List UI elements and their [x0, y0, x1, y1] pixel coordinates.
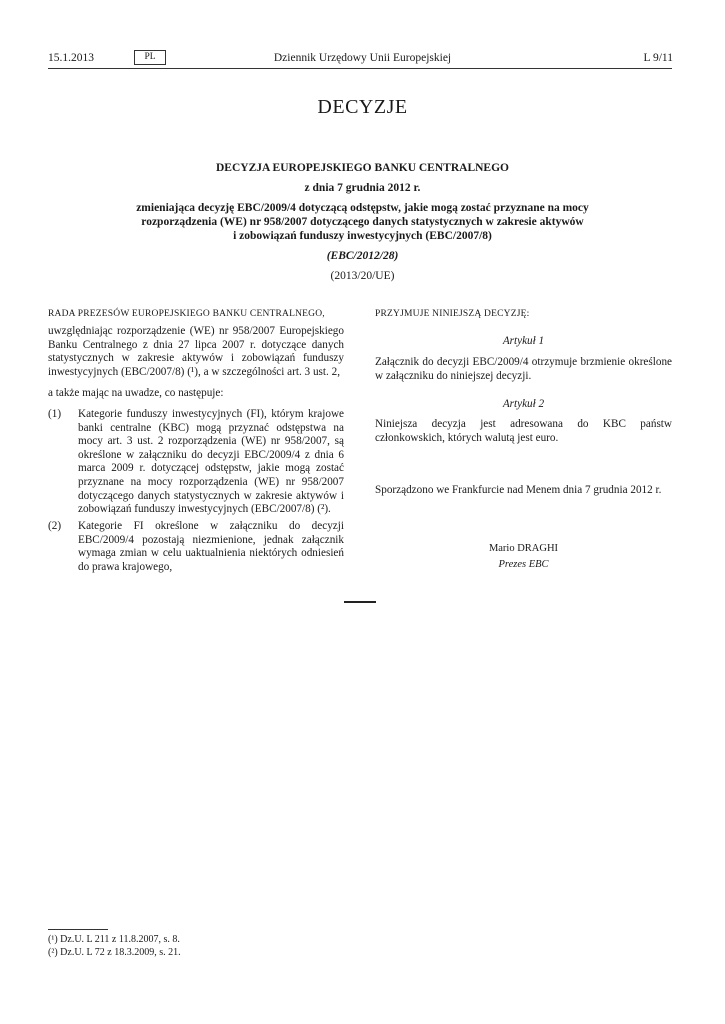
article-1-title: Artykuł 1 [502, 335, 545, 347]
council-heading: RADA PREZESÓW EUROPEJSKIEGO BANKU CENTRALNEGO, [48, 309, 325, 319]
signatory-role: Prezes EBC [498, 559, 549, 570]
having-regard-paragraph: uwzględniając rozporządzenie (WE) nr 958/2007 Europejskiego Banku Centralnego z dnia 27 lipca 2007 r. dotyczące danych statystycznych w zakresie aktywów i zobowiązań funduszy inwestycyjnych (EBC/2007/8) (¹), a w szczególności art. 3 ust. 2, [48, 325, 344, 378]
language-badge: PL [134, 50, 166, 65]
section-title: DECYZJE [317, 96, 408, 118]
article-2-title: Artykuł 2 [502, 398, 545, 410]
end-of-document-rule [344, 601, 376, 603]
article-2-text: Niniejsza decyzja jest adresowana do KBC państw członkowskich, których walutą jest euro. [375, 418, 672, 444]
header-rule [48, 68, 672, 69]
header-date: 15.1.2013 [48, 52, 94, 64]
page-reference: L 9/11 [643, 52, 673, 64]
whereas-paragraph: a także mając na uwadze, co następuje: [48, 387, 224, 399]
decision-title: DECYZJA EUROPEJSKIEGO BANKU CENTRALNEGO [216, 162, 509, 174]
recital-number: (2) [48, 520, 62, 532]
footnote-2: (²) Dz.U. L 72 z 18.3.2009, s. 21. [48, 947, 181, 958]
footnote-rule [48, 929, 108, 930]
decision-reference: (EBC/2012/28) [326, 250, 399, 262]
article-1-text: Załącznik do decyzji EBC/2009/4 otrzymuje brzmienie określone w załączniku do niniejszej decyzji. [375, 356, 672, 382]
adopts-heading: PRZYJMUJE NINIEJSZĄ DECYZJĘ: [375, 309, 530, 319]
journal-title: Dziennik Urzędowy Unii Europejskiej [273, 52, 452, 64]
signatory-name: Mario DRAGHI [488, 543, 559, 554]
footnote-1: (¹) Dz.U. L 211 z 11.8.2007, s. 8. [48, 934, 180, 945]
recital-text: Kategorie FI określone w załączniku do decyzji EBC/2009/4 pozostają niezmienione, jednak załącznik wymaga zmian w celu uaktualnienia niektórych odniesień do prawa krajowego, [78, 520, 344, 573]
decision-subject-line-2: rozporządzenia (WE) nr 958/2007 dotyczącego danych statystycznych w zakresie aktywów [141, 216, 584, 228]
recital-number: (1) [48, 408, 62, 420]
decision-celex: (2013/20/UE) [330, 270, 395, 282]
decision-date: z dnia 7 grudnia 2012 r. [304, 182, 421, 194]
decision-subject-line-3: i zobowiązań funduszy inwestycyjnych (EBC/2007/8) [233, 230, 492, 242]
done-at-paragraph: Sporządzono we Frankfurcie nad Menem dnia 7 grudnia 2012 r. [375, 484, 662, 496]
decision-subject-line-1: zmieniająca decyzję EBC/2009/4 dotyczącą odstępstw, jakie mogą zostać przyznane na mocy [136, 202, 589, 214]
recital-text: Kategorie funduszy inwestycyjnych (FI), którym krajowe banki centralne (KBC) mogą przyznać odstępstwa na mocy art. 3 ust. 2 rozporządzenia (WE) nr 958/2007, są określone w załączniku do decyzji EBC/2009/4 z dnia 6 marca 2009 r. dotyczącej odstępstw, jakie mogą zostać przyznane na mocy rozporządzenia (WE) nr 958/2007 dotyczącego danych statystycznych w zakresie aktywów i zobowiązań funduszy inwestycyjnych (EBC/2007/8) (²). [78, 408, 344, 516]
